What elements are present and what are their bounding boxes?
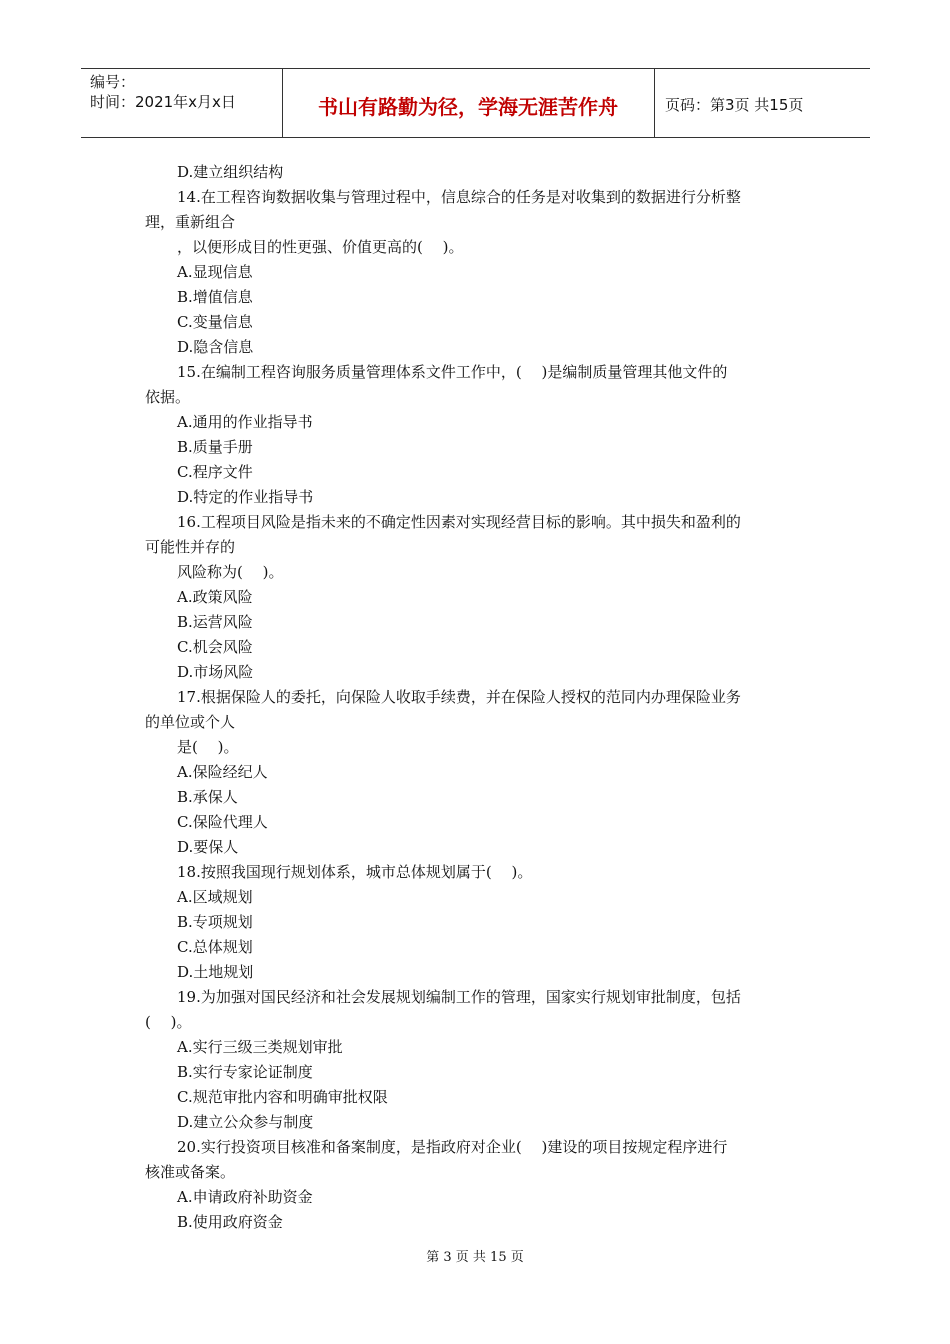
text-line: A.实行三级三类规划审批 <box>177 1038 343 1056</box>
page-header <box>81 68 870 138</box>
text-line: C.保险代理人 <box>177 813 268 831</box>
text-line: A.政策风险 <box>177 588 253 606</box>
text-line: 理，重新组合 <box>145 213 236 231</box>
text-line: A.显现信息 <box>177 263 253 281</box>
text-line: 17.根据保险人的委托，向保险人收取手续费，并在保险人授权的范同内办理保险业务 <box>177 688 741 706</box>
text-line: D.建立组织结构 <box>177 163 284 181</box>
text-line: C.机会风险 <box>177 638 253 656</box>
text-line: B.质量手册 <box>177 438 253 456</box>
text-line: D.土地规划 <box>177 963 254 981</box>
header-page-info: 页码：第3页 共15页 <box>665 96 804 114</box>
text-line: 20.实行投资项目核准和备案制度，是指政府对企业( )建设的项目按规定程序进行 <box>177 1138 728 1156</box>
text-line: 15.在编制工程咨询服务质量管理体系文件工作中，( )是编制质量管理其他文件的 <box>177 363 728 381</box>
text-line: 可能性并存的 <box>145 538 236 556</box>
text-line: 依据。 <box>145 388 191 406</box>
text-line: B.运营风险 <box>177 613 253 631</box>
text-line: 19.为加强对国民经济和社会发展规划编制工作的管理，国家实行规划审批制度，包括 <box>177 988 741 1006</box>
text-line: C.变量信息 <box>177 313 253 331</box>
text-line: B.专项规划 <box>177 913 253 931</box>
document-number-label: 编号： <box>90 73 136 91</box>
text-line: A.申请政府补助资金 <box>177 1188 313 1206</box>
text-line: A.保险经纪人 <box>177 763 268 781</box>
header-motto-cell <box>282 69 655 137</box>
text-line: C.程序文件 <box>177 463 253 481</box>
text-line: 核准或备案。 <box>145 1163 236 1181</box>
header-motto: 书山有路勤为径，学海无涯苦作舟 <box>318 95 618 119</box>
text-line: 14.在工程咨询数据收集与管理过程中，信息综合的任务是对收集到的数据进行分析整 <box>177 188 741 206</box>
text-line: D.建立公众参与制度 <box>177 1113 314 1131</box>
text-line: D.市场风险 <box>177 663 254 681</box>
text-line: 18.按照我国现行规划体系，城市总体规划属于( )。 <box>177 863 533 881</box>
text-line: D.隐含信息 <box>177 338 254 356</box>
page-footer: 第 3 页 共 15 页 <box>426 1250 524 1265</box>
text-line: ，以便形成目的性更强、价值更高的( )。 <box>177 238 464 256</box>
text-line: B.实行专家论证制度 <box>177 1063 313 1081</box>
text-line: B.使用政府资金 <box>177 1213 283 1231</box>
header-page-cell <box>655 69 870 137</box>
document-date: 时间：2021年x月x日 <box>90 93 236 111</box>
text-line: 是( )。 <box>177 738 239 756</box>
text-line: 16.工程项目风险是指未来的不确定性因素对实现经营目标的影响。其中损失和盈利的 <box>177 513 741 531</box>
text-line: C.总体规划 <box>177 938 253 956</box>
text-line: D.特定的作业指导书 <box>177 488 314 506</box>
text-line: B.增值信息 <box>177 288 253 306</box>
text-line: D.要保人 <box>177 838 239 856</box>
text-line: C.规范审批内容和明确审批权限 <box>177 1088 388 1106</box>
text-line: 的单位或个人 <box>145 713 236 731</box>
text-line: ( )。 <box>145 1013 192 1031</box>
text-line: 风险称为( )。 <box>177 563 284 581</box>
text-line: A.通用的作业指导书 <box>177 413 313 431</box>
text-line: B.承保人 <box>177 788 238 806</box>
question-content <box>145 160 810 1235</box>
header-info-cell <box>81 69 283 137</box>
text-line: A.区域规划 <box>177 888 253 906</box>
